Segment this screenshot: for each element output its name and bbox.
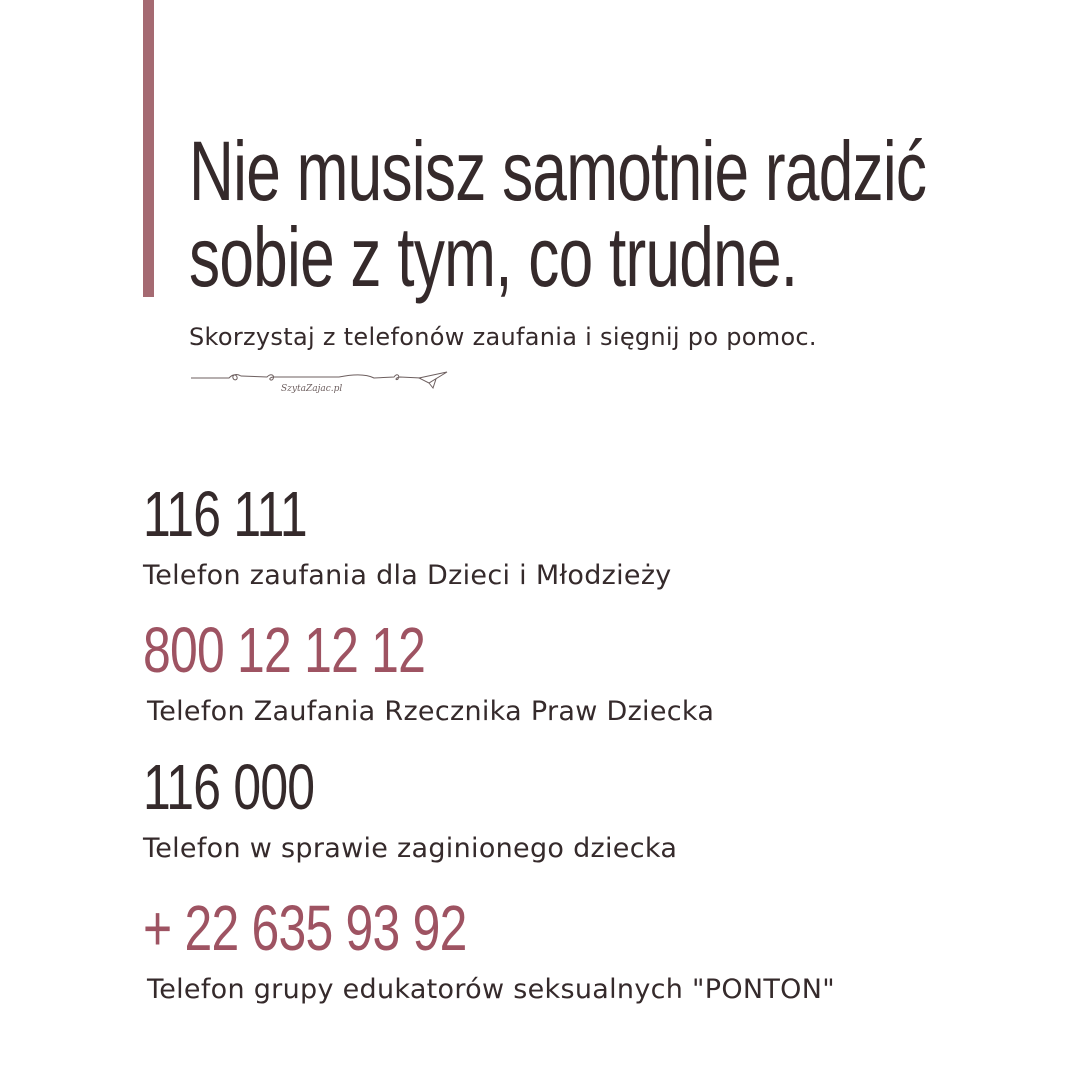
subtitle: Skorzystaj z telefonów zaufania i sięgnij po pomoc. [189, 323, 817, 351]
helpline-number[interactable]: 800 12 12 12 [143, 614, 426, 686]
signature-flourish [189, 366, 451, 400]
helpline-label: Telefon zaufania dla Dzieci i Młodzieży [143, 560, 672, 591]
signature-text: SzytaZajac.pl [281, 384, 343, 394]
helpline-entry-4 [143, 892, 1043, 1005]
headline-line-1: Nie musisz samotnie radzić [189, 124, 927, 218]
helpline-number[interactable]: 116 111 [143, 478, 307, 550]
helpline-entry-2 [143, 614, 1043, 727]
helpline-number[interactable]: 116 000 [143, 751, 315, 823]
helpline-entry-3 [143, 751, 1043, 864]
accent-bar [143, 0, 154, 297]
helpline-label: Telefon grupy edukatorów seksualnych "PONTON" [147, 974, 835, 1005]
helpline-label: Telefon w sprawie zaginionego dziecka [143, 833, 678, 864]
headline-line-2: sobie z tym, co trudne. [189, 210, 798, 304]
helpline-entry-1 [143, 478, 1043, 591]
helpline-number[interactable]: + 22 635 93 92 [143, 892, 467, 964]
helpline-label: Telefon Zaufania Rzecznika Praw Dziecka [147, 696, 715, 727]
headline [189, 124, 927, 304]
